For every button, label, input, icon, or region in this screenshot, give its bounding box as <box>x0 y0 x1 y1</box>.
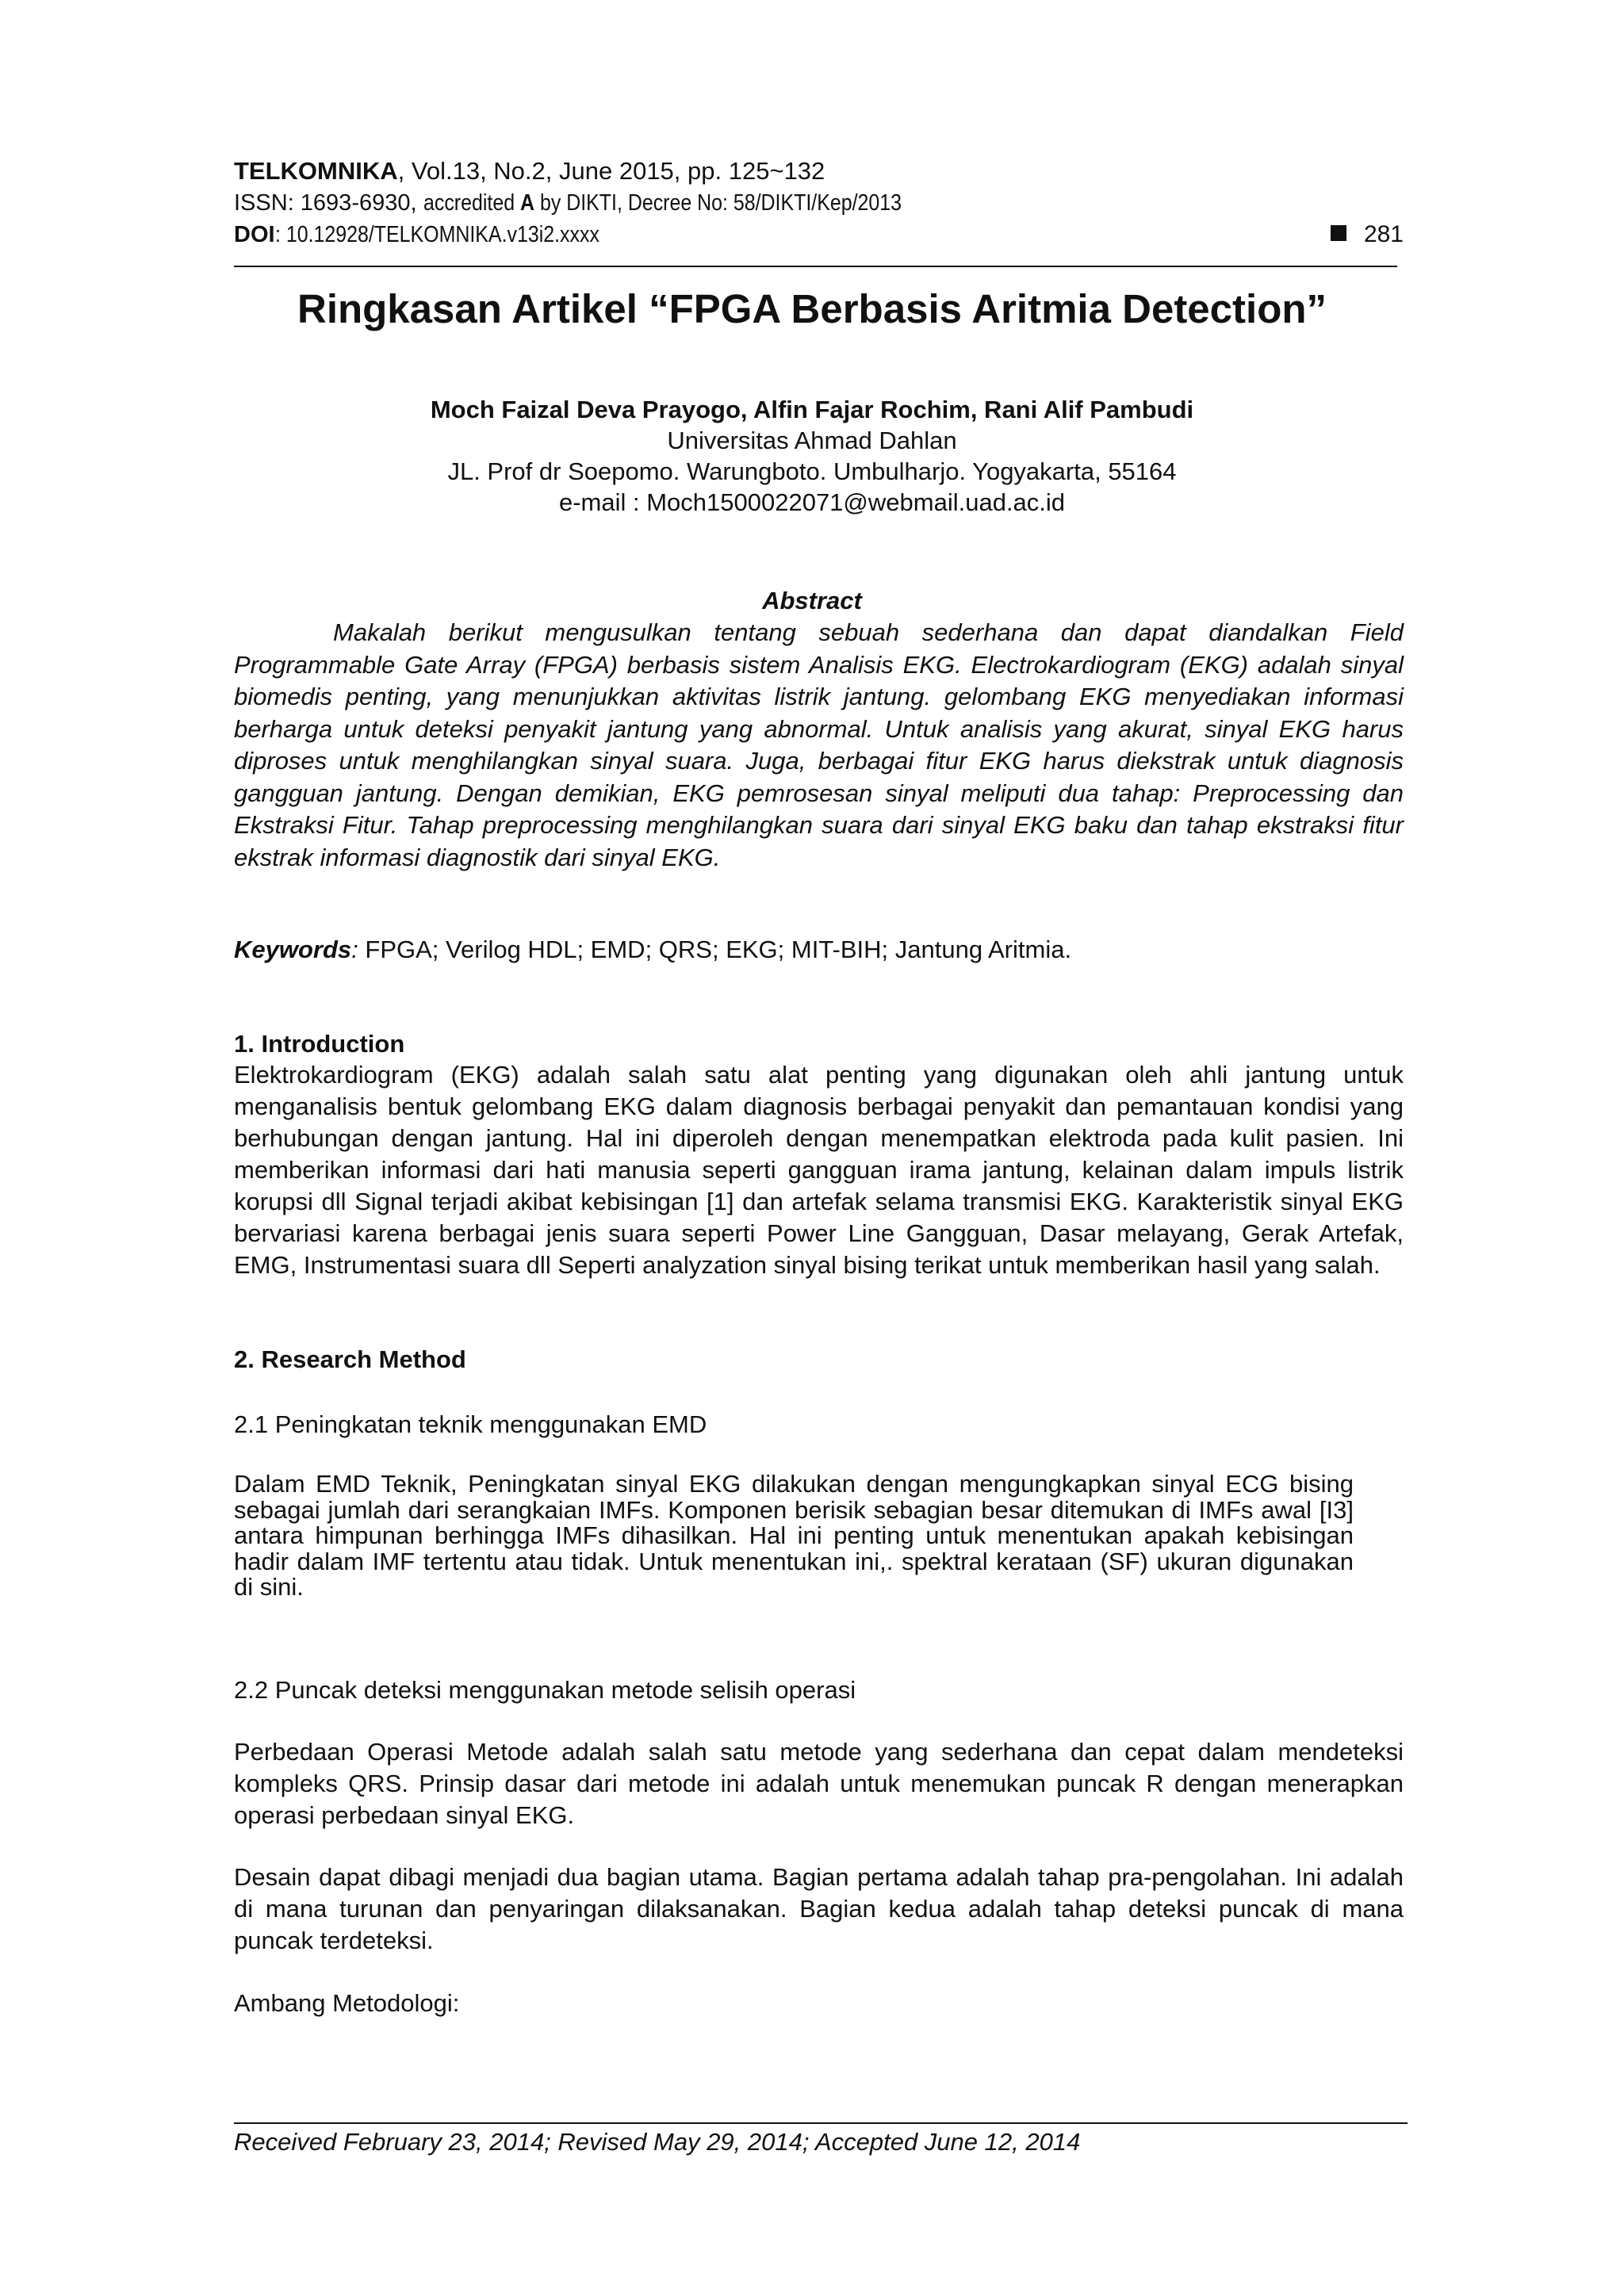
journal-issue: , Vol.13, No.2, June 2015, pp. 125~132 <box>397 157 825 185</box>
page-number <box>1331 220 1404 249</box>
keywords <box>234 934 1404 966</box>
journal-citation <box>234 157 825 186</box>
subsection-2-2-body-2: Desain dapat dibagi menjadi dua bagian utama. Bagian pertama adalah tahap pra-pengolahan. Ini adalah di mana turunan dan penyaringan dilaksanakan. Bagian kedua adalah tahap deteksi puncak di mana puncak terdeteksi. <box>234 1863 1404 1954</box>
keywords-value: FPGA; Verilog HDL; EMD; QRS; EKG; MIT-BIH; Jantung Aritmia. <box>358 936 1072 963</box>
authors: Moch Faizal Deva Prayogo, Alfin Fajar Rochim, Rani Alif Pambudi <box>430 396 1194 423</box>
subsection-2-2-body-1: Perbedaan Operasi Metode adalah salah satu metode yang sederhana dan cepat dalam mendeteksi kompleks QRS. Prinsip dasar dari metode ini adalah untuk menemukan puncak R dengan menerapkan operasi perbedaan sinyal EKG. <box>234 1738 1404 1829</box>
journal-name: TELKOMNIKA <box>234 157 398 185</box>
header-divider <box>234 266 1397 267</box>
square-bullet-icon <box>1331 225 1346 241</box>
subsection-2-2-heading: 2.2 Puncak deteksi menggunakan metode selisih operasi <box>234 1676 856 1704</box>
introduction-heading: 1. Introduction <box>234 1030 405 1058</box>
accreditation-pre: accredited <box>423 190 520 216</box>
author-block <box>0 394 1624 518</box>
introduction-body: Elektrokardiogram (EKG) adalah salah satu alat penting yang digunakan oleh ahli jantung untuk menganalisis bentuk gelombang EKG dalam diagnosis berbagai penyakit dan pemantauan kondisi yang berhubungan dengan jantung. Hal ini diperoleh dengan menempatkan elektroda pada kulit pasien. Ini memberikan informasi dari hati manusia seperti gangguan irama jantung, kelainan dalam impuls listrik korupsi dll Signal terjadi akibat kebisingan [1] dan artefak selama transmisi EKG. Karakteristik sinyal EKG bervariasi karena berbagai jenis suara seperti Power Line Gangguan, Dasar melayang, Gerak Artefak, EMG, Instrumentasi suara dll Seperti analyzation sinyal bising terikat untuk memberikan hasil yang salah. <box>234 1061 1404 1279</box>
abstract-heading: Abstract <box>762 587 862 614</box>
issn-value: : 1693-6930, <box>287 190 423 216</box>
accreditation-post: by DIKTI, Decree No: 58/DIKTI/Kep/2013 <box>534 190 902 216</box>
issn-line <box>234 189 979 217</box>
email: e-mail : Moch1500022071@webmail.uad.ac.id <box>558 488 1066 516</box>
footer-divider <box>234 2122 1408 2124</box>
doi-value: : 10.12928/TELKOMNIKA.v13i2.xxxx <box>274 222 599 247</box>
keywords-label: Keywords <box>234 936 352 963</box>
accreditation-grade: A <box>519 190 534 216</box>
doi-line <box>234 220 652 249</box>
paper-title: Ringkasan Artikel “FPGA Berbasis Aritmia Detection” <box>297 286 1327 331</box>
page-number-value: 281 <box>1363 221 1404 247</box>
received-dates: Received February 23, 2014; Revised May 29, 2014; Accepted June 12, 2014 <box>234 2128 1081 2156</box>
abstract-body: Makalah berikut mengusulkan tentang sebuah sederhana dan dapat diandalkan Field Programmable Gate Array (FPGA) berbasis sistem Analisis EKG. Electrokardiogram (EKG) adalah sinyal biomedis penting, yang menunjukkan aktivitas listrik jantung. gelombang EKG menyediakan informasi berharga untuk deteksi penyakit jantung yang abnormal. Untuk analisis yang akurat, sinyal EKG harus diproses untuk menghilangkan sinyal suara. Juga, berbagai fitur EKG harus diekstrak untuk diagnosis gangguan jantung. Dengan demikian, EKG pemrosesan sinyal meliputi dua tahap: Preprocessing dan Ekstraksi Fitur. Tahap preprocessing menghilangkan suara dari sinyal EKG baku dan tahap ekstraksi fitur ekstrak informasi diagnostik dari sinyal EKG. <box>234 618 1404 871</box>
threshold-methodology-label: Ambang Metodologi: <box>234 1989 460 2017</box>
research-method-heading: 2. Research Method <box>234 1345 466 1373</box>
subsection-2-1-heading: 2.1 Peningkatan teknik menggunakan EMD <box>234 1410 707 1438</box>
keywords-separator: : <box>351 936 358 963</box>
doi-label: DOI <box>234 222 275 247</box>
issn-label: ISSN <box>234 190 288 216</box>
affiliation: Universitas Ahmad Dahlan <box>667 427 957 454</box>
accreditation <box>423 189 902 217</box>
address: JL. Prof dr Soepomo. Warungboto. Umbulharjo. Yogyakarta, 55164 <box>447 457 1177 485</box>
subsection-2-1-body: Dalam EMD Teknik, Peningkatan sinyal EKG dilakukan dengan mengungkapkan sinyal ECG bising sebagai jumlah dari serangkaian IMFs. Komponen berisik sebagian besar ditemukan di IMFs awal [I3] antara himpunan berhingga IMFs dihasilkan. Hal ini penting untuk menentukan apakah kebisingan hadir dalam IMF tertentu atau tidak. Untuk menentukan ini,. spektral kerataan (SF) ukuran digunakan di sini. <box>234 1470 1354 1601</box>
